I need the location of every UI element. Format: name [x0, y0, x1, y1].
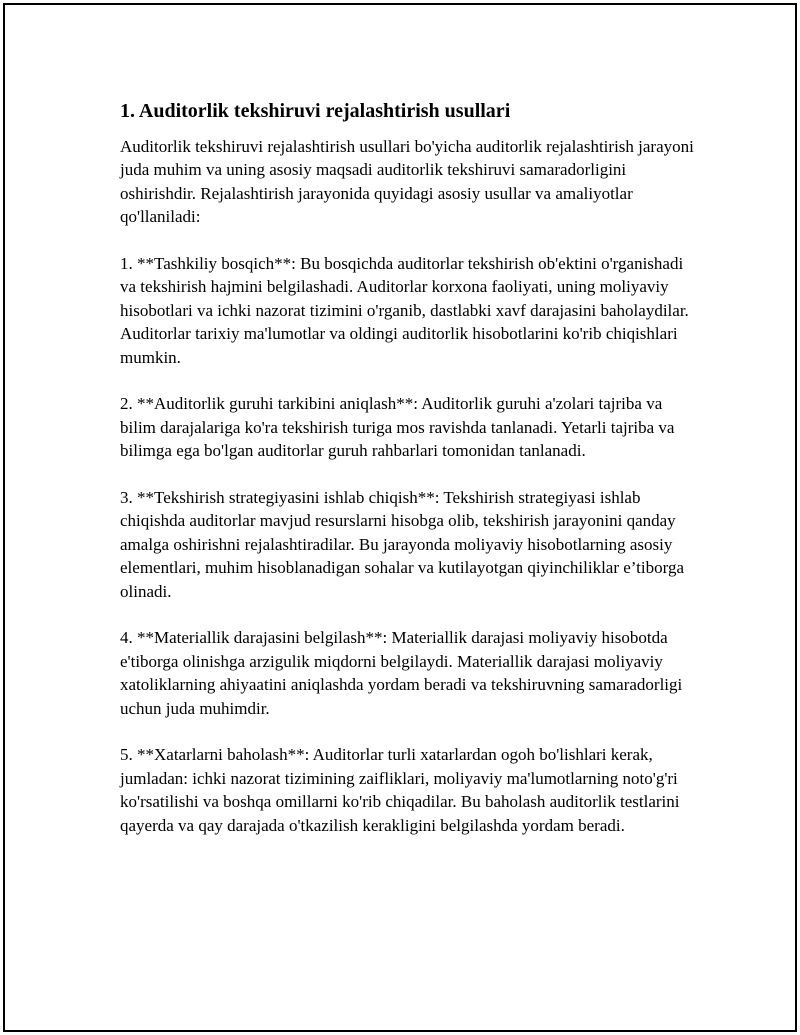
document-body: [120, 97, 700, 837]
paragraph-intro: Auditorlik tekshiruvi rejalashtirish usullari bo'yicha auditorlik rejalashtirish jarayoni juda muhim va uning asosiy maqsadi auditorlik tekshiruvi samaradorligini oshirishdir. Rejalashtirish jarayonida quyidagi asosiy usullar va amaliyotlar qo'llaniladi:: [120, 137, 694, 227]
paragraph-item-1: 1. **Tashkiliy bosqich**: Bu bosqichda auditorlar tekshirish ob'ektini o'rganishadi va tekshirish hajmini belgilashadi. Auditorlar korxona faoliyati, uning moliyaviy hisobotlari va ichki nazorat tizimini o'rganib, dastlabki xavf darajasini baholaydilar. Auditorlar tarixiy ma'lumotlar va oldingi auditorlik hisobotlarini ko'rib chiqishlari mumkin.: [120, 254, 689, 367]
paragraph-item-3: 3. **Tekshirish strategiyasini ishlab chiqish**: Tekshirish strategiyasi ishlab chiqishda auditorlar mavjud resurslarni hisobga olib, tekshirish jarayonini qanday amalga oshirishni rejalashtiradilar. Bu jarayonda moliyaviy hisobotlarning asosiy elementlari, muhim hisoblanadigan sohalar va kutilayotgan qiyinchiliklar e’tiborga olinadi.: [120, 488, 685, 601]
paragraph-item-5: 5. **Xatarlarni baholash**: Auditorlar turli xatarlardan ogoh bo'lishlari kerak, jumladan: ichki nazorat tizimining zaifliklari, moliyaviy ma'lumotlarning noto'g'ri ko'rsatilishi va boshqa omillarni ko'rib chiqadilar. Bu baholash auditorlik testlarini qayerda va qay darajada o'tkazilish kerakligini belgilashda yordam beradi.: [120, 745, 680, 835]
paragraph-item-2: 2. **Auditorlik guruhi tarkibini aniqlash**: Auditorlik guruhi a'zolari tajriba va bilim darajalariga ko'ra tekshirish turiga mos ravishda tanlanadi. Yetarli tajriba va bilimga ega bo'lgan auditorlar guruh rahbarlari tomonidan tanlanadi.: [120, 394, 675, 461]
document-title: 1. Auditorlik tekshiruvi rejalashtirish usullari: [120, 100, 511, 122]
paragraph-item-4: 4. **Materiallik darajasini belgilash**: Materiallik darajasi moliyaviy hisobotda e'tiborga olinishga arzigulik miqdorni belgilaydi. Materiallik darajasi moliyaviy xatoliklarning ahiyaatini aniqlashda yordam beradi va tekshiruvning samaradorligi uchun juda muhimdir.: [120, 628, 683, 718]
page-frame: [3, 3, 797, 1032]
